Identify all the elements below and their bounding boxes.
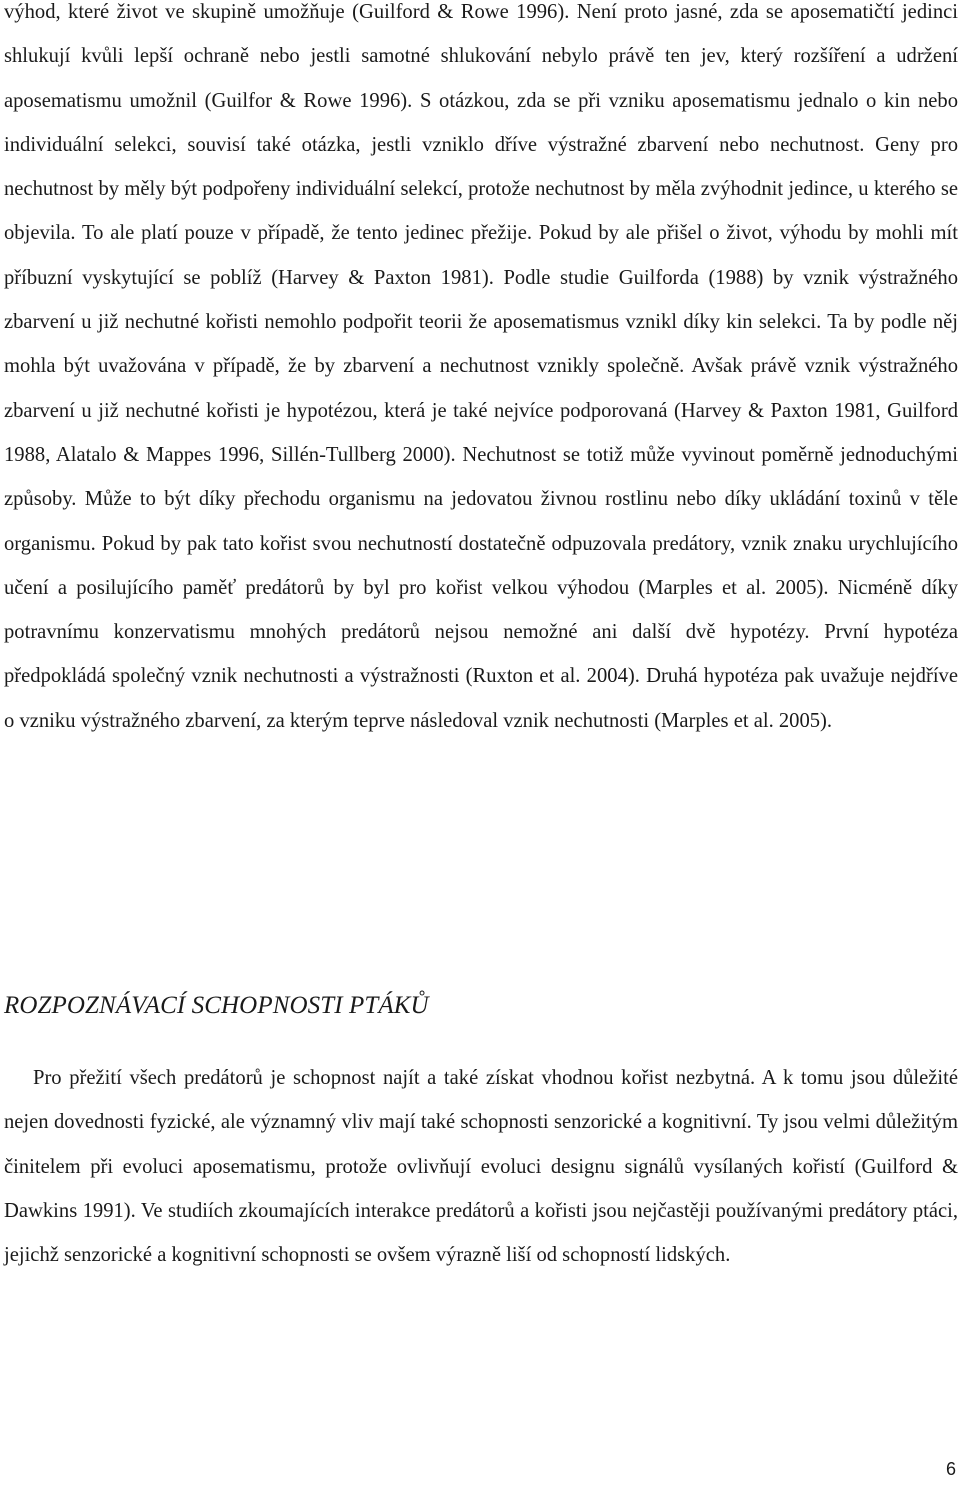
page-number: 6 [945, 1459, 956, 1479]
body-paragraph-aposematism-origin: výhod, které život ve skupině umožňuje (Guilford & Rowe 1996). Není proto jasné, zda se aposematičtí jedinci shlukují kvůli lepší ochraně nebo jestli samotné shlukování nebylo právě ten jev, který rozšíření a udržení aposematismu umožnil (Guilfor & Rowe 1996). S otázkou, zda se při vzniku aposematismu jednalo o kin nebo individuální selekci, souvisí také otázka, jestli vzniklo dříve výstražné zbarvení nebo nechutnost. Geny pro nechutnost by měly být podpořeny individuální selekcí, protože nechutnost by měla zvýhodnit jedince, u kterého se objevila. To ale platí pouze v případě, že tento jedinec přežije. Pokud by ale přišel o život, výhodu by mohli mít příbuzní vyskytující se poblíž (Harvey & Paxton 1981). Podle studie Guilforda (1988) by vznik výstražného zbarvení u již nechutné kořisti nemohlo podpořit teorii že aposematismus vznikl díky kin selekci. Ta by podle něj mohla být uvažována v případě, že by zbarvení a nechutnost vznikly společně. Avšak právě vznik výstražného zbarvení u již nechutné kořisti je hypotézou, která je také nejvíce podporovaná (Harvey & Paxton 1981, Guilford 1988, Alatalo & Mappes 1996, Sillén-Tullberg 2000). Nechutnost se totiž může vyvinout poměrně jednoduchými způsoby. Může to být díky přechodu organismu na jedovatou živnou rostlinu nebo díky ukládání toxinů v těle organismu. Pokud by pak tato kořist svou nechutností dostatečně odpuzovala predátory, vznik znaku urychlujícího učení a posilujícího paměť predátorů by byl pro kořist velkou výhodou (Marples et al. 2005). Nicméně díky potravnímu konzervatismu mnohých predátorů nejsou nemožné ani další dvě hypotézy. První hypotéza předpokládá společný vznik nechutnosti a výstražnosti (Ruxton et al. 2004). Druhá hypotéza pak uvažuje nejdříve o vzniku výstražného zbarvení, za kterým teprve následoval vznik nechutnosti (Marples et al. 2005). [4, 1, 958, 732]
body-paragraph-bird-cognition [4, 1056, 958, 1277]
section-heading: ROZPOZNÁVACÍ SCHOPNOSTI PTÁKŮ [4, 992, 429, 1019]
body-paragraph-bird-cognition-text: Pro přežití všech predátorů je schopnost najít a také získat vhodnou kořist nezbytná. A k tomu jsou důležité nejen dovednosti fyzické, ale významný vliv mají také schopnosti senzorické a kognitivní. Ty jsou velmi důležitým činitelem při evoluci aposematismu, protože ovlivňují evoluci designu signálů vysílaných kořistí (Guilford & Dawkins 1991). Ve studiích zkoumajících interakce predátorů a kořisti jsou nejčastěji používanými predátory ptáci, jejichž senzorické a kognitivní schopnosti se ovšem výrazně liší od schopností lidských. [4, 1067, 958, 1267]
